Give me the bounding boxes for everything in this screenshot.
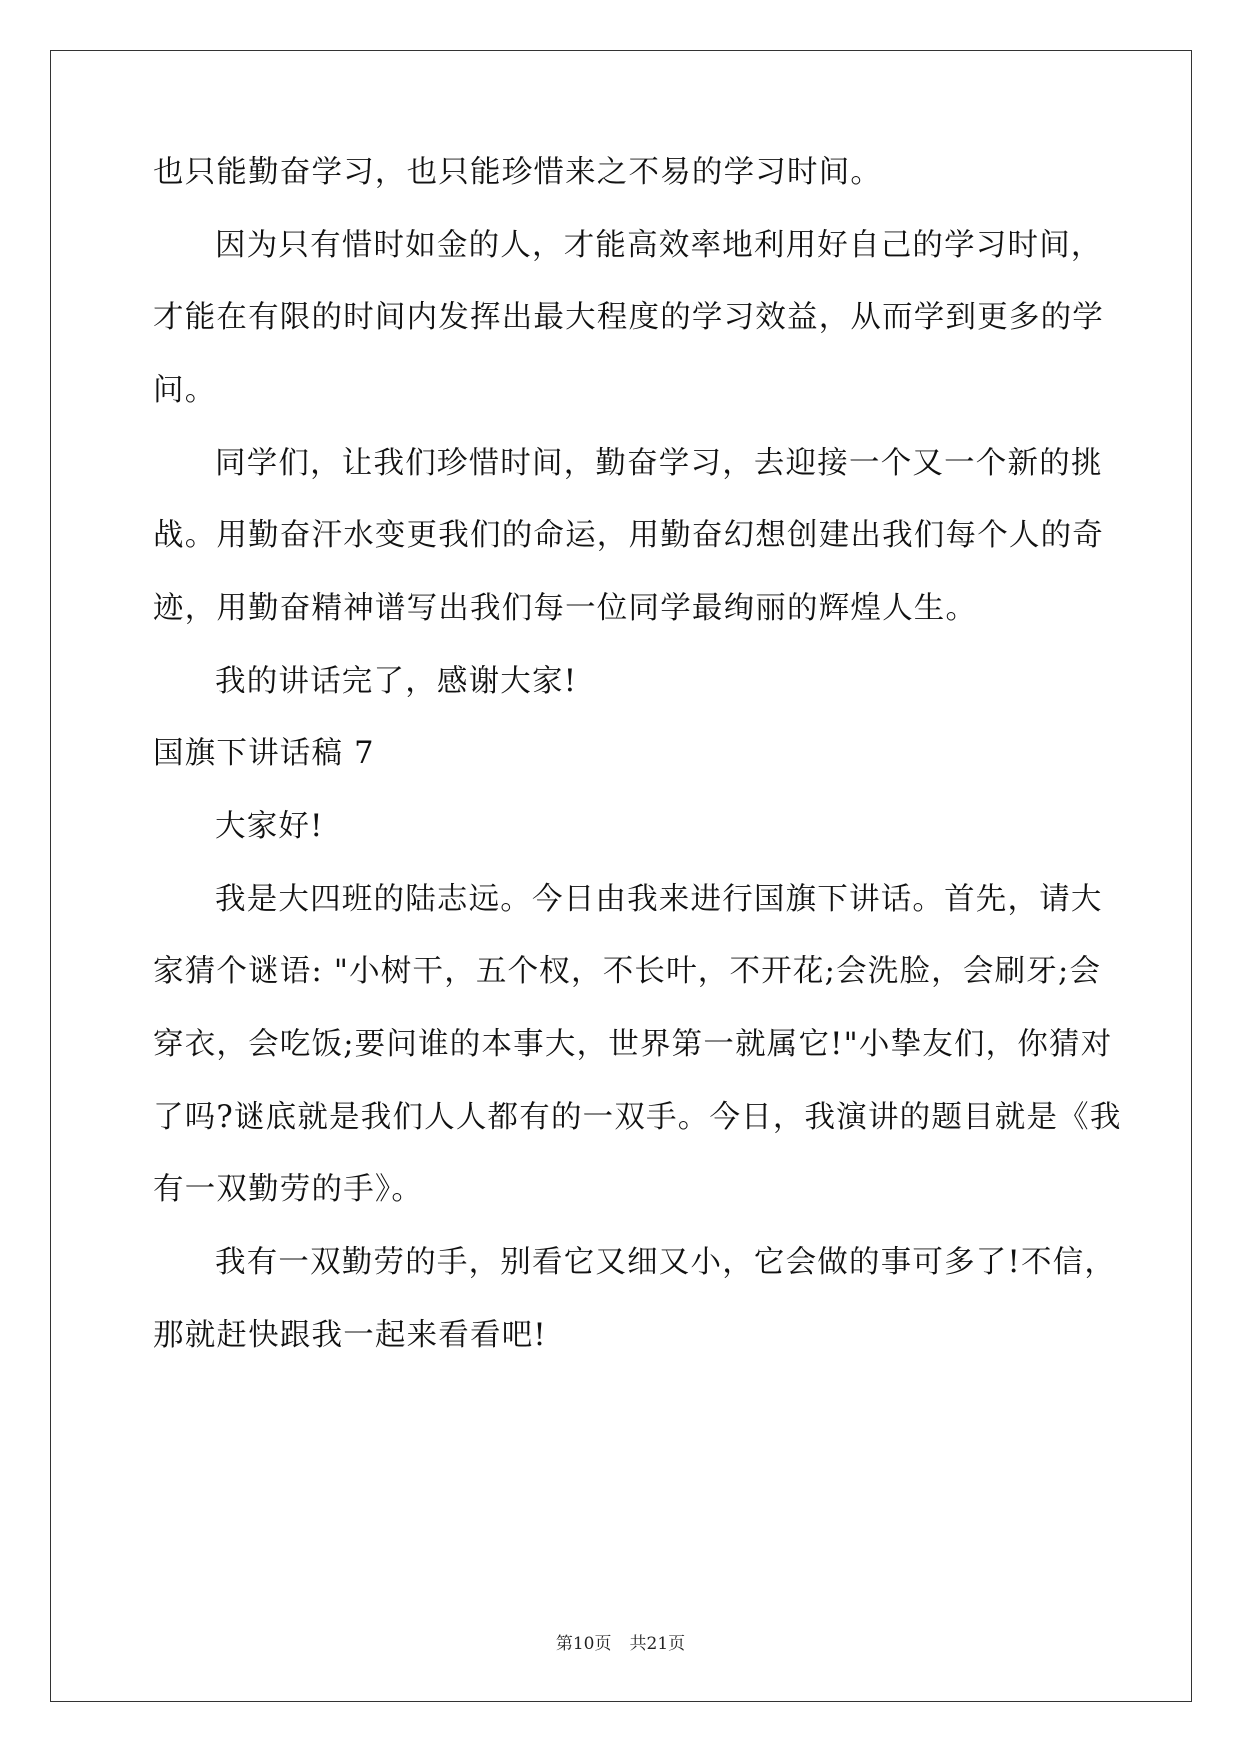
text-line: 那就赶快跟我一起来看看吧!: [153, 1318, 547, 1353]
paragraph-start: 我的讲话完了，感谢大家!: [215, 664, 578, 699]
paragraph-start: 我是大四班的陆志远。今日由我来进行国旗下讲话。首先，请大: [215, 882, 1103, 917]
paragraph-start: 因为只有惜时如金的人，才能高效率地利用好自己的学习时间，: [215, 228, 1103, 263]
paragraph-start: 同学们，让我们珍惜时间，勤奋学习，去迎接一个又一个新的挑: [215, 446, 1103, 481]
text-line: 有一双勤劳的手》。: [153, 1172, 424, 1207]
greeting: 大家好!: [215, 809, 324, 844]
text-line: 才能在有限的时间内发挥出最大程度的学习效益，从而学到更多的学: [153, 300, 1104, 335]
text-line: 也只能勤奋学习，也只能珍惜来之不易的学习时间。: [153, 155, 883, 190]
page-number-current: 第10页: [555, 1634, 612, 1654]
text-line: 了吗?谜底就是我们人人都有的一双手。今日，我演讲的题目就是《我: [153, 1100, 1122, 1135]
text-line: 穿衣，会吃饭;要问谁的本事大，世界第一就属它!"小挚友们，你猜对: [153, 1027, 1113, 1062]
page-footer: [0, 1632, 1241, 1656]
section-heading: 国旗下讲话稿 7: [153, 736, 375, 771]
text-line: 家猜个谜语: "小树干，五个杈，不长叶，不开花;会洗脸，会刷牙;会: [153, 954, 1102, 989]
paragraph-start: 我有一双勤劳的手，别看它又细又小，它会做的事可多了!不信，: [215, 1245, 1117, 1280]
text-line: 问。: [153, 373, 217, 408]
page-number-total: 共21页: [629, 1634, 686, 1654]
text-line: 战。用勤奋汗水变更我们的命运，用勤奋幻想创建出我们每个人的奇: [153, 518, 1104, 553]
text-line: 迹，用勤奋精神谱写出我们每一位同学最绚丽的辉煌人生。: [153, 591, 978, 626]
